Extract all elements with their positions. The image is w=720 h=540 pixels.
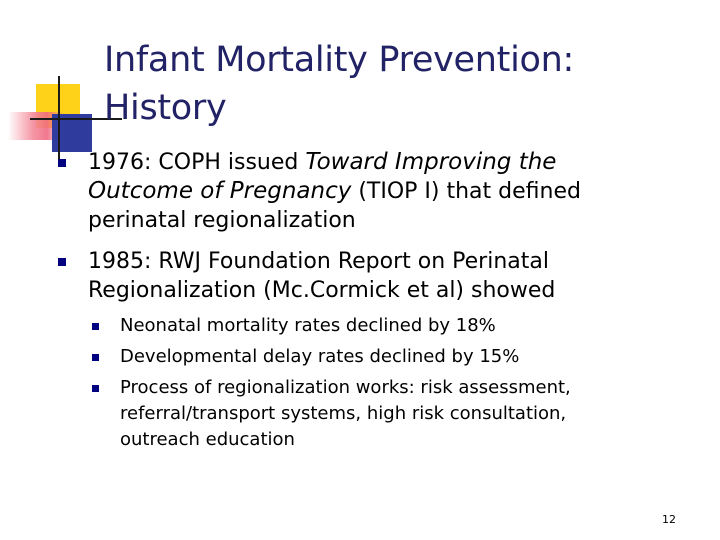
slide-title-line-2: History (104, 88, 227, 128)
slide-title-line-1: Infant Mortality Prevention: (104, 40, 574, 80)
square-bullet-icon (92, 323, 99, 330)
bullet-1976-line-3: perinatal regionalization (88, 208, 356, 233)
bullet-1976-line-2 (88, 177, 648, 206)
bullet-1976 (88, 148, 648, 235)
bullet-1976-line-1 (88, 148, 648, 177)
bullet-1985 (88, 247, 648, 305)
square-bullet-icon (58, 159, 66, 167)
bullet-1976-prefix: 1976: COPH issued (88, 150, 306, 175)
square-bullet-icon (92, 385, 99, 392)
bullet-1976-after-italic: (TIOP I) that defined (351, 179, 581, 204)
sub-bullet-developmental (120, 344, 680, 370)
sub-bullet-process (120, 375, 680, 453)
sub-bullet-process-line-3: outreach education (120, 429, 295, 450)
bullet-1985-line-1: 1985: RWJ Foundation Report on Perinatal (88, 249, 549, 274)
square-bullet-icon (58, 258, 66, 266)
bullet-1976-italic-b: Outcome of Pregnancy (88, 178, 352, 204)
page-number: 12 (662, 513, 676, 526)
slide-title (104, 36, 704, 132)
decor-vertical-line (58, 76, 60, 164)
sub-bullet-neonatal-text: Neonatal mortality rates declined by 18% (120, 315, 496, 336)
bullet-1976-italic-a: Toward Improving the (305, 149, 557, 175)
sub-bullet-process-line-1: Process of regionalization works: risk assessment, (120, 377, 571, 398)
sub-bullet-process-line-2: referral/transport systems, high risk consultation, (120, 403, 567, 424)
bullet-1985-line-2: Regionalization (Mc.Cormick et al) showed (88, 278, 556, 303)
square-bullet-icon (92, 354, 99, 361)
sub-bullet-neonatal (120, 313, 680, 339)
sub-bullet-developmental-text: Developmental delay rates declined by 15% (120, 346, 520, 367)
